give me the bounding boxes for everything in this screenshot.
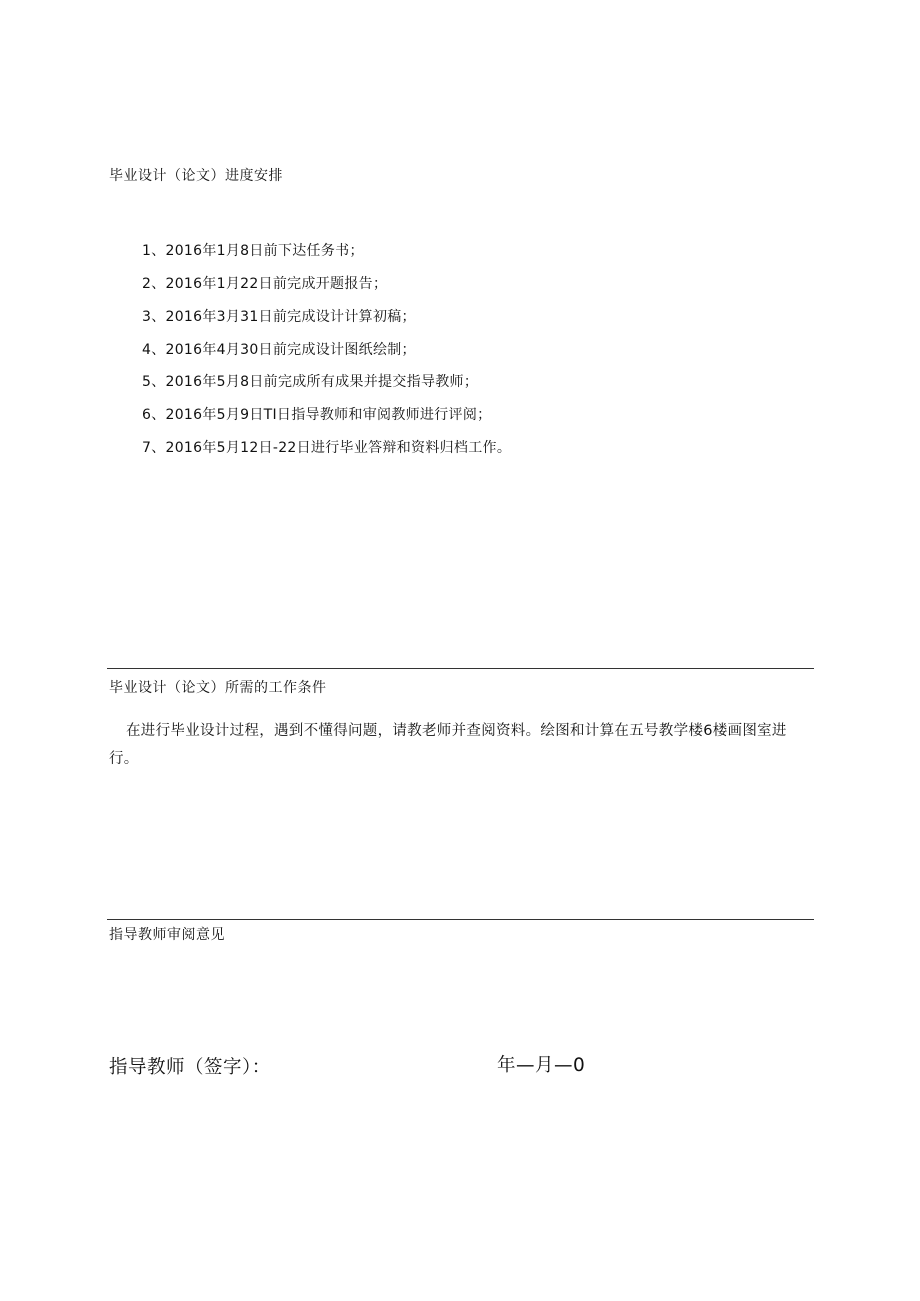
section-divider-conditions [107,668,814,669]
schedule-item-6: 6、2016年5月9日TI日指导教师和审阅教师进行评阅； [142,407,492,423]
conditions-heading: 毕业设计（论文）所需的工作条件 [109,680,327,696]
schedule-item-4: 4、2016年4月30日前完成设计图纸绘制； [142,342,416,358]
conditions-body: 在进行毕业设计过程，遇到不懂得问题，请教老师并查阅资料。绘图和计算在五号教学楼6楼画图室进行。 [109,723,787,767]
review-heading: 指导教师审阅意见 [109,927,225,943]
date-label: 年—月—0 [497,1055,586,1076]
signature-label: 指导教师（签字）： [109,1057,271,1078]
section-divider-review [107,919,814,920]
schedule-item-2: 2、2016年1月22日前完成开题报告； [142,276,388,292]
schedule-item-5: 5、2016年5月8日前完成所有成果并提交指导教师； [142,374,479,390]
schedule-item-7: 7、2016年5月12日-22日进行毕业答辩和资料归档工作。 [142,440,512,456]
schedule-heading: 毕业设计（论文）进度安排 [109,168,283,184]
schedule-item-1: 1、2016年1月8日前下达任务书； [142,243,364,259]
schedule-item-3: 3、2016年3月31日前完成设计计算初稿； [142,309,416,325]
